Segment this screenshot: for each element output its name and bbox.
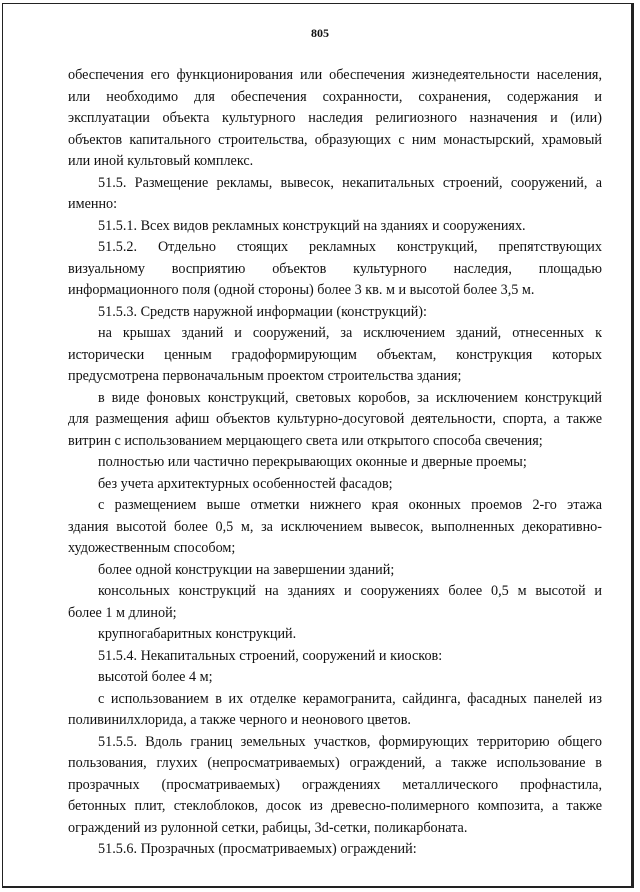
- text-line: художественным способом;: [68, 540, 236, 556]
- text-line: эксплуатации объекта культурного наследия религиозного назначения и (или): [68, 110, 602, 126]
- text-line: обеспечения его функционирования или обеспечения жизнедеятельности населения,: [68, 67, 602, 83]
- text-line: полностью или частично перекрывающих оконные и дверные проемы;: [98, 454, 527, 470]
- text-line: 51.5.1. Всех видов рекламных конструкций на зданиях и сооружениях.: [98, 217, 526, 234]
- text-line: в виде фоновых конструкций, световых коробов, за исключением конструкций: [98, 389, 602, 406]
- text-line: или иной культовый комплекс.: [68, 153, 254, 169]
- text-line: с размещением выше отметки нижнего края оконных проемов 2-го этажа: [98, 497, 602, 513]
- text-line: ограждений из рулонной сетки, рабицы, 3d-сетки, поликарбоната.: [68, 819, 468, 836]
- text-line: крупногабаритных конструкций.: [98, 626, 297, 642]
- page-number: 805: [311, 26, 329, 40]
- text-line: более 1 м длиной;: [68, 604, 177, 621]
- text-line: на крышах зданий и сооружений, за исключением зданий, отнесенных к: [98, 325, 602, 341]
- text-line: для размещения афиш объектов культурно-досуговой деятельности, спорта, а также: [68, 411, 602, 427]
- text-line: визуальному восприятию объектов культурного наследия, площадью: [68, 260, 602, 277]
- text-line: витрин с использованием мерцающего света или открытого способа свечения;: [68, 432, 543, 449]
- text-line: поливинилхлорида, а также черного и неонового цветов.: [68, 712, 411, 728]
- text-line: предусмотрена первоначальным проектом строительства здания;: [68, 368, 462, 384]
- text-line: без учета архитектурных особенностей фасадов;: [98, 475, 393, 492]
- text-line: 51.5.3. Средств наружной информации (конструкций):: [98, 303, 427, 320]
- text-line: здания высотой более 0,5 м, за исключением вывесок, выполненных декоративно-: [68, 518, 602, 535]
- text-line: исторически ценным градоформирующим объектам, конструкция которых: [68, 346, 602, 363]
- document-body: [68, 65, 602, 861]
- text-line: именно:: [68, 196, 118, 212]
- text-line: высотой более 4 м;: [98, 669, 213, 685]
- text-line: информационного поля (одной стороны) более 3 кв. м и высотой более 3,5 м.: [68, 282, 535, 298]
- text-line: 51.5. Размещение рекламы, вывесок, некапитальных строений, сооружений, а: [98, 174, 602, 191]
- text-line: 51.5.5. Вдоль границ земельных участков, формирующих территорию общего: [98, 733, 602, 750]
- text-line: объектов капитального строительства, образующих с ним монастырский, храмовый: [68, 131, 602, 148]
- text-line: прозрачных (просматриваемых) ограждениях металлического профнастила,: [68, 776, 602, 793]
- text-line: 51.5.4. Некапитальных строений, сооружений и киосков:: [98, 647, 443, 664]
- text-line: консольных конструкций на зданиях и сооружениях более 0,5 м высотой и: [98, 583, 602, 599]
- text-line: 51.5.6. Прозрачных (просматриваемых) ограждений:: [98, 841, 417, 857]
- text-line: 51.5.2. Отдельно стоящих рекламных конструкций, препятствующих: [98, 239, 602, 255]
- text-line: бетонных плит, стеклоблоков, досок из древесно-полимерного композита, а также: [68, 798, 602, 814]
- text-line: более одной конструкции на завершении зданий;: [98, 561, 395, 578]
- text-line: с использованием в их отделке керамогранита, сайдинга, фасадных панелей из: [98, 690, 602, 707]
- text-line: пользования, глухих (непросматриваемых) ограждений, а также использование в: [68, 755, 602, 771]
- text-line: или необходимо для обеспечения сохранности, сохранения, содержания и: [68, 88, 602, 105]
